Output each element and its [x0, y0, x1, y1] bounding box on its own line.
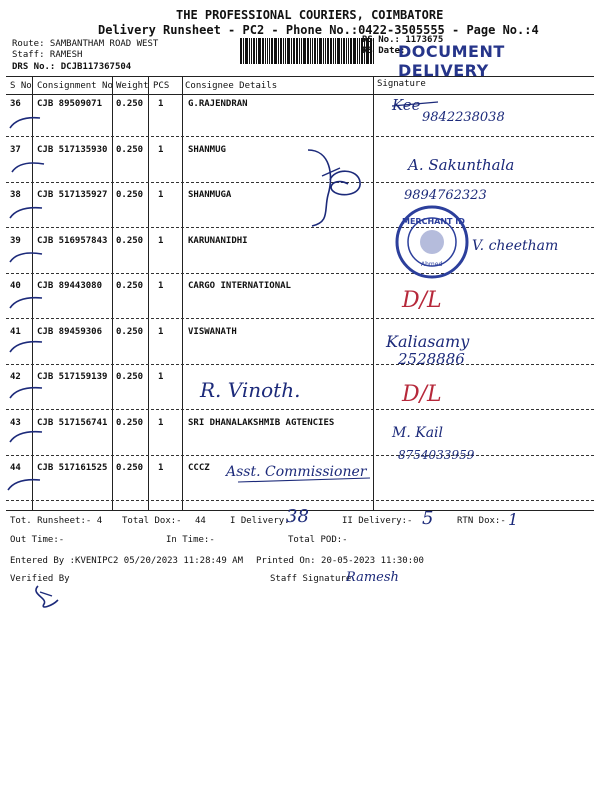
row-pcs: 1: [158, 190, 164, 200]
col-sno: S No: [10, 81, 32, 91]
row-pcs: 1: [158, 99, 164, 109]
row-consignment-no: CJB 517161525: [37, 463, 108, 473]
in-time: In Time:-: [166, 535, 215, 545]
rtn-dox-value: 1: [508, 510, 519, 529]
i-delivery-value: 38: [286, 506, 309, 527]
row-weight: 0.250: [116, 144, 144, 155]
i-delivery-label: I Delivery:-: [230, 516, 296, 526]
row-sno: 44: [10, 463, 21, 473]
row-weight: 0.250: [116, 190, 144, 200]
num-row41: 2528886: [398, 350, 465, 368]
row-pcs: 1: [158, 281, 164, 291]
row-pcs: 1: [158, 144, 164, 155]
row-sno: 37: [10, 144, 21, 155]
rs-date-label: RS Date:: [362, 46, 406, 56]
row-sno: 36: [10, 99, 21, 109]
row-weight: 0.250: [116, 99, 144, 109]
row-consignment-no: CJB 89459306: [37, 326, 103, 337]
tot-dox-label: Total Dox:-: [122, 516, 182, 526]
col-weight: Weight: [116, 81, 149, 91]
row-pcs: 1: [158, 417, 164, 428]
out-time: Out Time:-: [10, 535, 65, 545]
row-consignment-no: CJB 516957843: [37, 235, 108, 246]
col-consignee: Consignee Details: [185, 81, 278, 91]
row-consignee: KARUNANIDHI: [188, 235, 248, 246]
row-pcs: 1: [158, 463, 164, 473]
consignee-row42: R. Vinoth.: [200, 378, 301, 402]
row-consignment-no: CJB 517156741: [37, 417, 108, 428]
row-consignee: SHANMUG: [188, 144, 226, 155]
drs-number: DRS No.: DCJB117367504: [12, 62, 132, 72]
document-delivery-stamp: DOCUMENT DELIVERY: [398, 42, 505, 80]
rs-number: RS No.: 1173675: [362, 35, 444, 45]
row-weight: 0.250: [116, 463, 144, 473]
stamp-ring-text: MERCHANT ID: [402, 217, 465, 226]
staff-signature: Ramesh: [346, 570, 399, 585]
row-weight: 0.250: [116, 417, 144, 428]
sig-row41: Kaliasamy: [386, 332, 470, 351]
sig-row43: M. Kail: [392, 425, 443, 441]
phone-row43: 8754033959: [398, 448, 475, 462]
col-signature: Signature: [377, 79, 426, 89]
row-sno: 39: [10, 235, 21, 246]
row-consignment-no: CJB 89509071: [37, 99, 103, 109]
sig-row36: Kee: [392, 96, 421, 114]
row-consignment-no: CJB 89443080: [37, 281, 103, 291]
verified-by: Verified By: [10, 574, 70, 584]
dl-row42: D/L: [402, 382, 442, 407]
dl-row40: D/L: [402, 288, 442, 313]
row-consignee: SHANMUGA: [188, 190, 232, 200]
row-consignment-no: CJB 517159139: [37, 372, 108, 382]
total-pod: Total POD:-: [288, 535, 348, 545]
row-sno: 38: [10, 190, 21, 200]
note-row44: Asst. Commissioner: [226, 464, 367, 480]
tot-runsheet: Tot. Runsheet:- 4: [10, 516, 103, 526]
stamp-inner-text: Ahmed: [421, 261, 443, 268]
ii-delivery-value: 5: [422, 508, 434, 529]
row-consignee: VISWANATH: [188, 326, 237, 337]
row-consignment-no: CJB 517135930: [37, 144, 108, 155]
staff-signature-label: Staff Signature: [270, 574, 352, 584]
row-sno: 40: [10, 281, 21, 291]
ii-delivery-label: II Delivery:-: [342, 516, 413, 526]
entered-by: Entered By :KVENIPC2 05/20/2023 11:28:49 AM: [10, 556, 243, 566]
sig-row39: V. cheetham: [472, 238, 559, 254]
row-weight: 0.250: [116, 372, 144, 382]
row-pcs: 1: [158, 372, 164, 382]
phone-row38: 9894762323: [404, 188, 487, 203]
sig-row37: A. Sakunthala: [408, 156, 515, 174]
row-consignee: SRI DHANALAKSHMIB AGTENCIES: [188, 417, 335, 428]
row-consignee: CCCZ: [188, 463, 210, 473]
row-weight: 0.250: [116, 235, 144, 246]
row-weight: 0.250: [116, 281, 144, 291]
route-label: Route: SAMBANTHAM ROAD WEST: [12, 39, 159, 49]
col-pcs: PCS: [153, 81, 170, 91]
phone-row36: 9842238038: [422, 110, 505, 125]
printed-on: Printed On: 20-05-2023 11:30:00: [256, 556, 424, 566]
staff-label: Staff: RAMESH: [12, 50, 83, 60]
row-consignee: CARGO INTERNATIONAL: [188, 281, 291, 291]
row-sno: 43: [10, 417, 21, 428]
row-pcs: 1: [158, 326, 164, 337]
row-weight: 0.250: [116, 326, 144, 337]
row-pcs: 1: [158, 235, 164, 246]
row-sno: 41: [10, 326, 21, 337]
row-consignee: G.RAJENDRAN: [188, 99, 248, 109]
runsheet-subtitle: Delivery Runsheet - PC2 - Phone No.:0422-3505555 - Page No.:4: [98, 23, 539, 37]
row-sno: 42: [10, 372, 21, 382]
company-title: THE PROFESSIONAL COURIERS, COIMBATORE: [176, 8, 444, 22]
row-consignment-no: CJB 517135927: [37, 190, 108, 200]
tot-dox-value: 44: [195, 516, 206, 526]
col-consignment: Consignment No: [37, 81, 113, 91]
rtn-dox-label: RTN Dox:-: [457, 516, 506, 526]
